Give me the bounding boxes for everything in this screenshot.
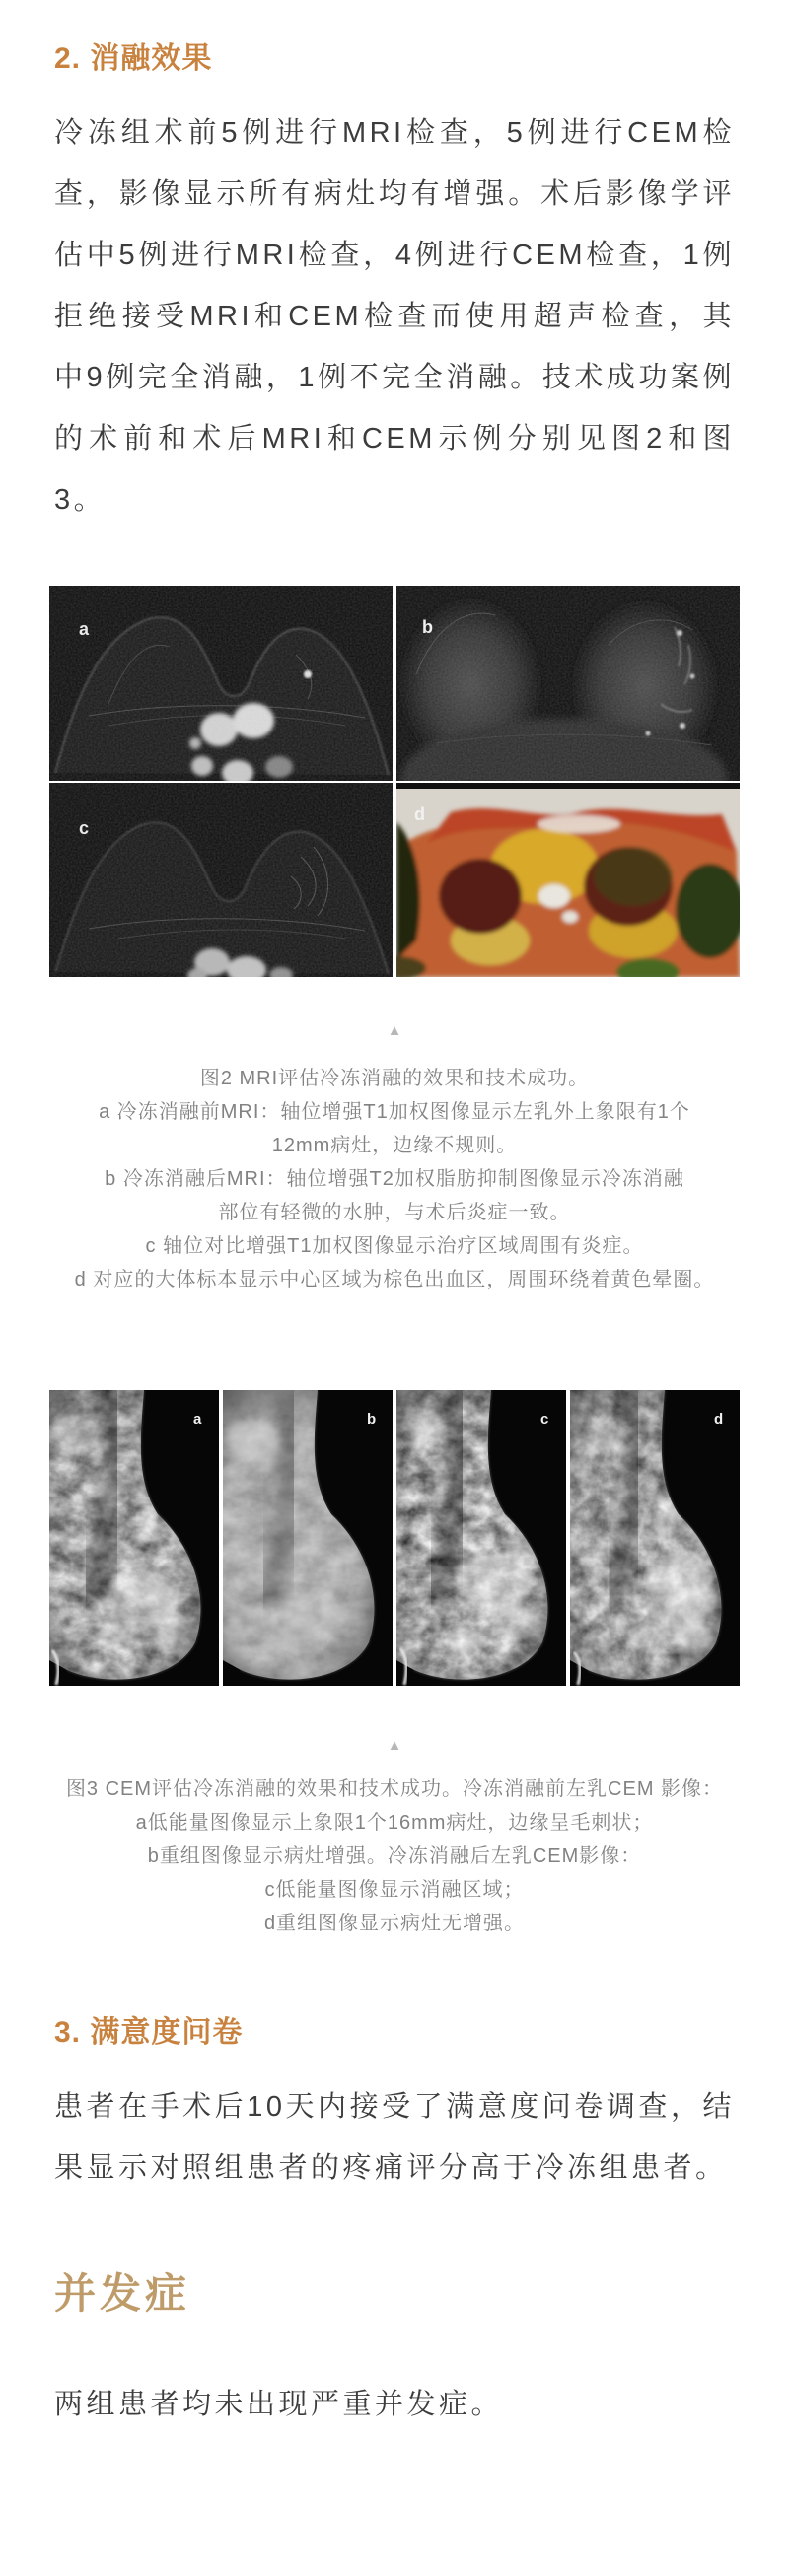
figure2-panel-label-c: c bbox=[79, 818, 90, 838]
section-heading-ablation-effect: 2. 消融效果 bbox=[54, 42, 213, 75]
section-heading-satisfaction: 3. 满意度问卷 bbox=[54, 2016, 244, 2049]
satisfaction-paragraph: 患者在手术后10天内接受了满意度问卷调查，结果显示对照组患者的疼痛评分高于冷冻组患者。 bbox=[54, 2091, 735, 2184]
figure2-panel-b-mri bbox=[396, 586, 740, 781]
figure3-caption-line: b重组图像显示病灶增强。冷冻消融后左乳CEM影像： bbox=[147, 1845, 642, 1867]
collapse-triangle-icon: ▲ bbox=[387, 1737, 402, 1754]
figure3-caption-line: d重组图像显示病灶无增强。 bbox=[263, 1913, 526, 1934]
complications-paragraph: 两组患者均未出现严重并发症。 bbox=[54, 2389, 504, 2420]
figure3-caption-line: c低能量图像显示消融区域； bbox=[264, 1879, 525, 1901]
figure2-caption bbox=[54, 1062, 735, 1296]
figure3-panel-d-cem bbox=[570, 1390, 740, 1686]
figure3-cem-image[interactable] bbox=[49, 1390, 740, 1686]
figure3-caption-line: a低能量图像显示上象限1个16mm病灶，边缘呈毛刺状； bbox=[135, 1812, 654, 1834]
figure2-caption-line: b 冷冻消融后MRI：轴位增强T2加权脂肪抑制图像显示冷冻消融 bbox=[105, 1168, 684, 1190]
collapse-triangle-icon: ▲ bbox=[387, 1022, 402, 1039]
figure2-panel-label-a: a bbox=[79, 619, 90, 639]
figure3-panel-a-cem bbox=[49, 1390, 219, 1686]
figure2-panel-a-mri bbox=[49, 586, 393, 781]
figure3-panel-c-cem bbox=[396, 1390, 566, 1686]
figure2-caption-line: d 对应的大体标本显示中心区域为棕色出血区，周围环绕着黄色晕圈。 bbox=[74, 1269, 715, 1290]
ablation-effect-paragraph: 冷冻组术前5例进行MRI检查，5例进行CEM检查，影像显示所有病灶均有增强。术后影像学评估中5例进行MRI检查，4例进行CEM检查，1例拒绝接受MRI和CEM检查而使用超声检查，其中9例完全消融，1例不完全消融。技术成功案例的术前和术后MRI和CEM示例分别见图2和图3。 bbox=[54, 117, 735, 516]
section-heading-complications: 并发症 bbox=[54, 2272, 191, 2318]
figure3-panel-label-d: d bbox=[714, 1411, 724, 1427]
figure2-caption-line: 部位有轻微的水肿，与术后炎症一致。 bbox=[218, 1202, 571, 1223]
figure2-caption-line: c 轴位对比增强T1加权图像显示治疗区域周围有炎症。 bbox=[145, 1235, 644, 1257]
figure2-caption-line: 12mm病灶，边缘不规则。 bbox=[271, 1135, 518, 1156]
figure3-panel-label-c: c bbox=[540, 1411, 549, 1427]
figure2-panel-label-d: d bbox=[414, 804, 425, 824]
figure2-mri-image[interactable] bbox=[49, 586, 740, 977]
figure2-panel-label-b: b bbox=[422, 617, 433, 637]
figure3-caption-line: 图3 CEM评估冷冻消融的效果和技术成功。冷冻消融前左乳CEM 影像： bbox=[65, 1778, 724, 1800]
figure2-caption-line: 图2 MRI评估冷冻消融的效果和技术成功。 bbox=[199, 1068, 590, 1089]
figure3-panel-b-cem bbox=[223, 1390, 393, 1686]
figure3-panel-label-a: a bbox=[193, 1411, 202, 1427]
figure2-panel-d-specimen bbox=[396, 783, 740, 977]
figure3-caption bbox=[54, 1773, 735, 1940]
figure2-caption-line: a 冷冻消融前MRI：轴位增强T1加权图像显示左乳外上象限有1个 bbox=[99, 1101, 690, 1123]
figure2-panel-c-mri bbox=[49, 783, 393, 977]
figure3-panel-label-b: b bbox=[367, 1411, 377, 1427]
